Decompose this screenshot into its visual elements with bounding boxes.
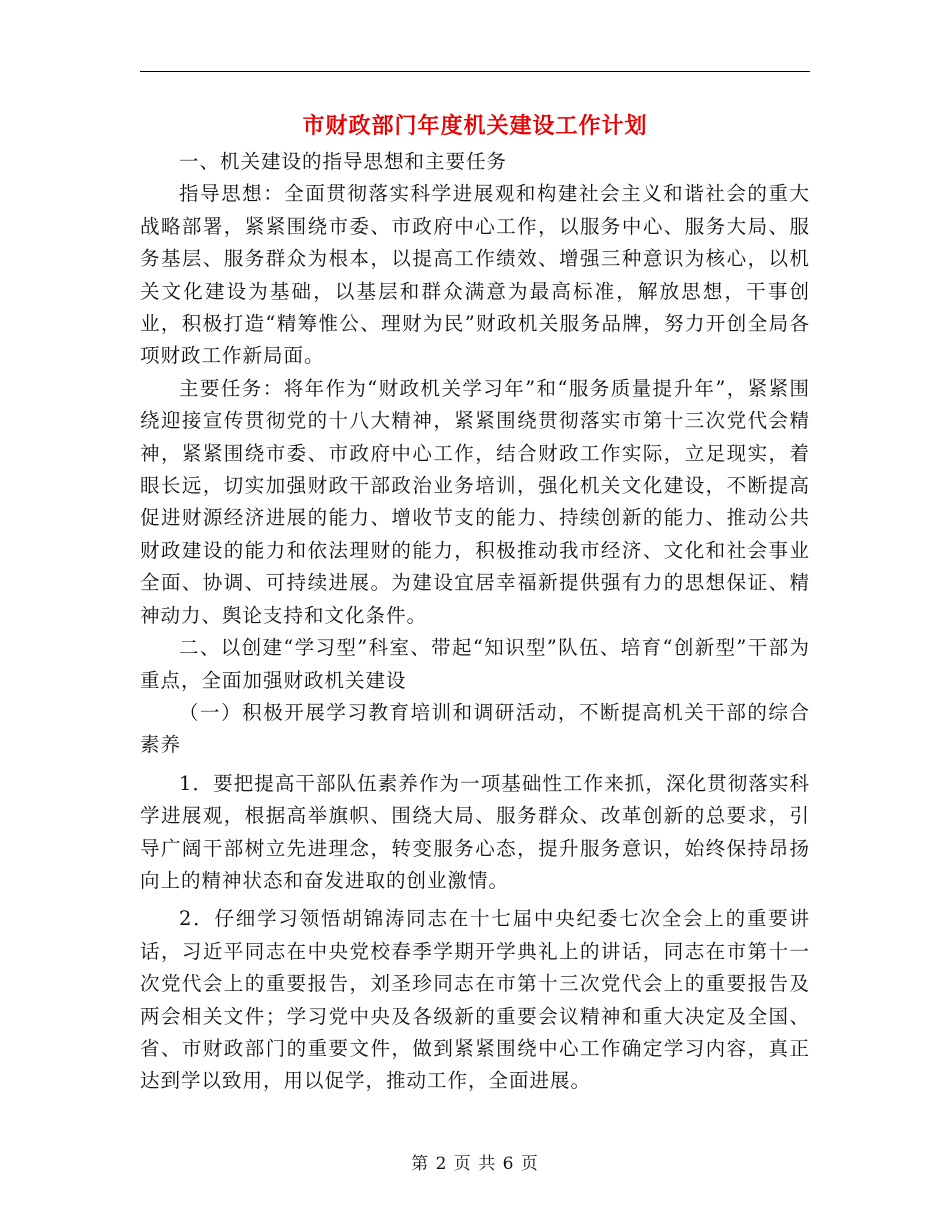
page-number-footer: 第 2 页 共 6 页 bbox=[411, 1154, 539, 1174]
section-heading-2: 二、以创建“学习型”科室、带起“知识型”队伍、培育“创新型”干部为重点，全面加强财政机关建设 bbox=[140, 636, 810, 692]
subsection-heading-1: （一）积极开展学习教育培训和调研活动，不断提高机关干部的综合素养 bbox=[140, 700, 810, 757]
header-rule bbox=[140, 71, 810, 72]
section-heading-1: 一、机关建设的指导思想和主要任务 bbox=[179, 150, 508, 173]
paragraph-guiding-ideology: 指导思想：全面贯彻落实科学进展观和构建社会主义和谐社会的重大战略部署，紧紧围绕市委、市政府中心工作，以服务中心、服务大局、服务基层、服务群众为根本，以提高工作绩效、增强三种意识为核心，以机关文化建设为基础，以基层和群众满意为最高标准，解放思想，干事创业，积极打造“精筹惟公、理财为民”财政机关服务品牌，努力开创全局各项财政工作新局面。 bbox=[140, 182, 810, 368]
document-title: 市财政部门年度机关建设工作计划 bbox=[302, 113, 648, 139]
document-body bbox=[140, 146, 810, 1098]
list-item-2: 2．仔细学习领悟胡锦涛同志在十七届中央纪委七次全会上的重要讲话，习近平同志在中央党校春季学期开学典礼上的讲话，同志在市第十一次党代会上的重要报告，刘圣珍同志在市第十三次党代会上的重要报告及两会相关文件；学习党中央及各级新的重要会议精神和重大决定及全国、省、市财政部门的重要文件，做到紧紧围绕中心工作确定学习内容，真正达到学以致用，用以促学，推动工作，全面进展。 bbox=[140, 907, 810, 1093]
list-item-1: 1．要把提高干部队伍素养作为一项基础性工作来抓，深化贯彻落实科学进展观，根据高举旗帜、围绕大局、服务群众、改革创新的总要求，引导广阔干部树立先进理念，转变服务心态，提升服务意识，始终保持昂扬向上的精神状态和奋发进取的创业激情。 bbox=[140, 771, 810, 892]
paragraph-main-tasks: 主要任务：将年作为“财政机关学习年”和“服务质量提升年”，紧紧围绕迎接宣传贯彻党的十八大精神，紧紧围绕贯彻落实市第十三次党代会精神，紧紧围绕市委、市政府中心工作，结合财政工作实际，立足现实，着眼长远，切实加强财政干部政治业务培训，强化机关文化建设，不断提高促进财源经济进展的能力、增收节支的能力、持续创新的能力、推动公共财政建设的能力和依法理财的能力，积极推动我市经济、文化和社会事业全面、协调、可持续进展。为建设宜居幸福新提供强有力的思想保证、精神动力、舆论支持和文化条件。 bbox=[140, 376, 810, 627]
